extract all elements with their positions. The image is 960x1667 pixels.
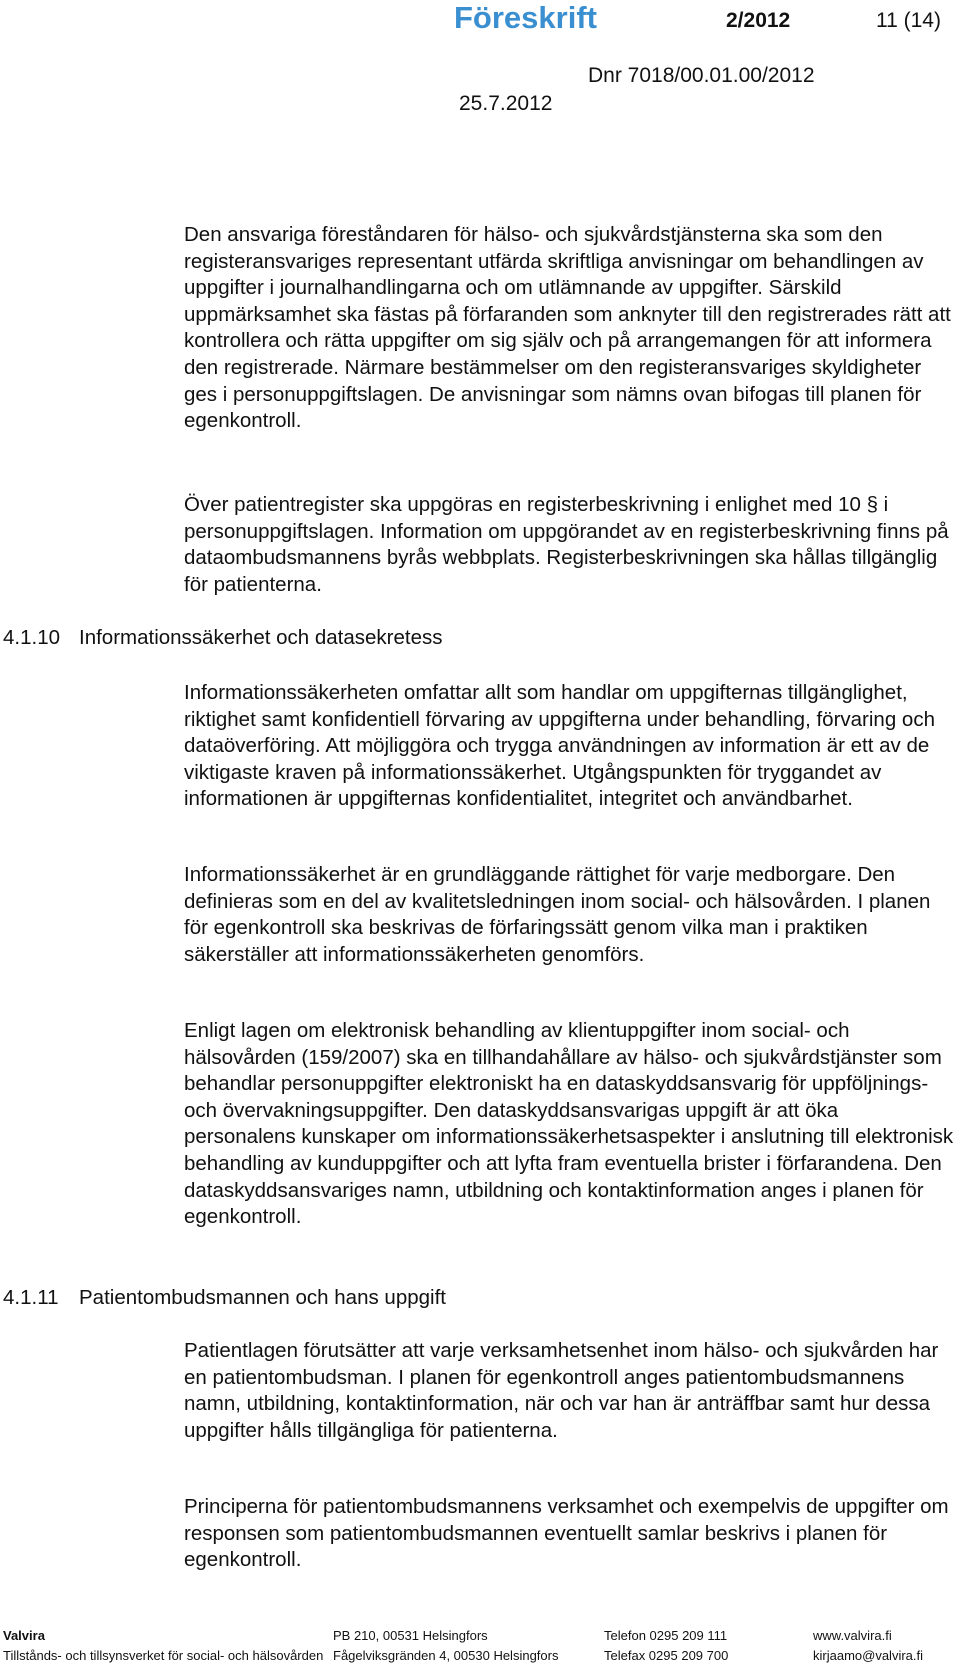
paragraph-infosec-right: Informationssäkerhet är en grundläggande rättighet för varje medborgare. Den definieras som en del av kvalitetsledningen inom social- och hälsovården. I planen för egenkontroll ska beskrivas de förfaringssätt genom vilka man i praktiken säkerställer att informationssäkerheten genomförs. [184,863,931,966]
footer-fax: Telefax 0295 209 700 [604,1648,729,1663]
registry-number: Dnr 7018/00.01.00/2012 [588,64,815,87]
footer-website-link[interactable]: www.valvira.fi [813,1628,892,1643]
document-type: Föreskrift [454,0,597,35]
paragraph-patient-ombudsman: Patientlagen förutsätter att varje verksamhetsenhet inom hälso- och sjukvården har en patientombudsman. I planen för egenkontroll anges patientombudsmannens namn, utbildning, kontaktinformation, när och var han är anträffbar samt hur dessa uppgifter hålls tillgängliga för patienterna. [184,1339,939,1442]
footer-phone: Telefon 0295 209 111 [604,1628,728,1643]
section-title: Patientombudsmannen och hans uppgift [79,1286,446,1309]
footer-street-address: Fågelviksgränden 4, 00530 Helsingfors [333,1648,559,1663]
paragraph-register-description: Över patientregister ska uppgöras en registerbeskrivning i enlighet med 10 § i personuppgiftslagen. Information om uppgörandet av en registerbeskrivning finns på dataombudsmannens byrås webbplats. Registerbeskrivningen ska hållas tillgänglig för patienterna. [184,493,949,596]
page-number: 11 (14) [876,9,941,32]
section-title: Informationssäkerhet och datasekretess [79,626,443,649]
footer-email-link[interactable]: kirjaamo@valvira.fi [813,1648,923,1663]
footer-org: Valvira [3,1628,45,1643]
paragraph-ombudsman-principles: Principerna för patientombudsmannens verksamhet och exempelvis de uppgifter om responsen som patientombudsmannen eventuellt samlar beskrivs i planen för egenkontroll. [184,1495,949,1572]
paragraph-infosec-scope: Informationssäkerheten omfattar allt som handlar om uppgifternas tillgänglighet, riktighet samt konfidentiell förvaring av uppgifterna under behandling, förvaring och dataöverföring. Att möjliggöra och trygga användningen av information är ett av de viktigaste kraven på informationssäkerhet. Utgångspunkten för tryggandet av informationen är uppgifternas konfidentialitet, integritet och användbarhet. [184,681,935,811]
paragraph-data-protection-officer: Enligt lagen om elektronisk behandling av klientuppgifter inom social- och hälsovården (159/2007) ska en tillhandahållare av hälso- och sjukvårdstjänster som behandlar personuppgifter elektroniskt ha en dataskyddsansvarig för uppföljnings- och övervakningsuppgifter. Den dataskyddsansvarigas uppgift är att öka personalens kunskaper om informationssäkerhetsaspekter i anslutning till elektronisk behandling av kunduppgifter och att lyfta fram eventuella brister i förfarandena. Den dataskyddsansvariges namn, utbildning och kontaktinformation anges i planen för egenkontroll. [184,1019,954,1229]
footer-postal-address: PB 210, 00531 Helsingfors [333,1628,488,1643]
section-number: 4.1.11 [3,1286,59,1309]
section-number: 4.1.10 [3,626,60,649]
paragraph-instructions: Den ansvariga föreståndaren för hälso- och sjukvårdstjänsterna ska som den registeransvariges representant utfärda skriftliga anvisningar om behandlingen av uppgifter i journalhandlingarna och om utlämnande av uppgifter. Särskild uppmärksamhet ska fästas på förfaranden som anknyter till den registrerades rätt att kontrollera och rätta uppgifter om sig själv och på arrangemangen för att informera den registrerade. Närmare bestämmelser om den registeransvariges skyldigheter ges i personuppgiftslagen. De anvisningar som nämns ovan bifogas till planen för egenkontroll. [184,223,951,433]
section-heading-4-1-11 [3,1286,446,1310]
footer-org-full: Tillstånds- och tillsynsverket för social- och hälsovården [3,1648,324,1663]
document-date: 25.7.2012 [459,92,553,115]
document-number: 2/2012 [726,9,791,32]
section-heading-4-1-10 [3,626,443,650]
